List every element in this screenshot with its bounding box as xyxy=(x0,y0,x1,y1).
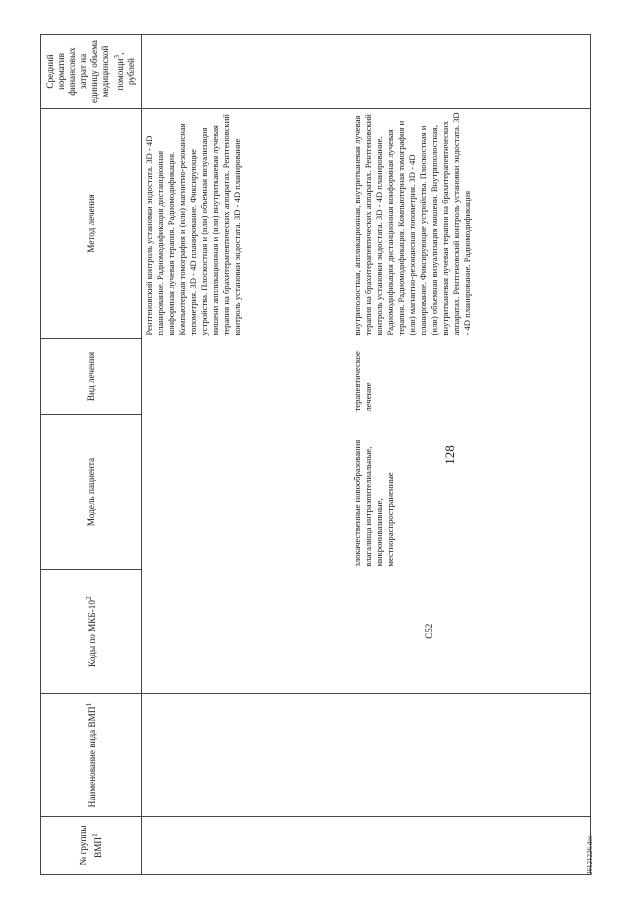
table-row xyxy=(142,35,351,875)
cell-vmp-name xyxy=(142,694,351,817)
header-treatment-type: Вид лечения xyxy=(41,339,142,415)
cell-patient-model: злокачественные новообразования влагалища интраэпителиальные, микроинвазивные, местнораспространенные xyxy=(350,415,591,570)
cell-treatment-type: терапевтическое лечение xyxy=(350,339,591,415)
cell-treatment-type xyxy=(142,339,351,415)
header-patient-model: Модель пациента xyxy=(41,415,142,570)
header-icd-codes: Коды по МКБ-$10^2$ xyxy=(41,570,142,694)
cell-cost-norm xyxy=(350,35,591,109)
rotated-sheet xyxy=(40,35,600,875)
table-row xyxy=(350,35,591,875)
cell-group-number xyxy=(350,817,591,875)
cell-treatment-method: внутриполостная, аппликационная, внутритканевая лучевая терапия на брахитерапевтических аппаратах. Рентгеновский контроль установки эндостата. 3D - 4D планирование. Радиомодификация дистанционная конформная лучевая терапия. Радиомодификация. Компьютерная томография и (или) магнитно-резонансная топометрия. 3D - 4D планирование. Фиксирующие устройства. Плоскостная и (или) объемная визуализация мишени. Внутриполостная, внутритканевая лучевая терапия на брахитерапевтических аппаратах. Рентгеновский контроль установки эндостата. 3D - 4D планирование. Радиомодификация xyxy=(350,109,591,339)
cell-group-number xyxy=(142,817,351,875)
table-header-row xyxy=(41,35,142,875)
icd-code: C52 xyxy=(424,623,434,639)
document-code: 26121226.doc xyxy=(586,835,594,875)
header-group-number: № группы ВМП$^1$ xyxy=(41,817,142,875)
cell-icd-codes xyxy=(142,570,351,694)
vmp-table xyxy=(40,34,591,875)
cell-icd-codes xyxy=(350,570,591,694)
cell-treatment-method: Рентгеновский контроль установки эндостата. 3D - 4D планирование. Радиомодификация дистанционная конформная лучевая терапия. Радиомодификация. Компьютерная томография и (или) магнитно-резонансная топометрия. 3D - 4D планирование. Фиксирующие устройства. Плоскостная и (или) объемная визуализация мишени аппликационная и (или) внутриткaневая лучевая терапия на брахитерапевтических аппаратах. Рентгеновский контроль установки эндостата. 3D - 4D планирование xyxy=(142,109,351,339)
cell-cost-norm xyxy=(142,35,351,109)
page-number: 128 xyxy=(442,445,457,465)
cell-vmp-name xyxy=(350,694,591,817)
header-cost-norm: Средний норматив финансовых затрат на единицу объема медицинской помощи$^3$, рублей xyxy=(41,35,142,109)
header-treatment-method: Метод лечения xyxy=(41,109,142,339)
header-vmp-name: Наименование вида ВМП$^1$ xyxy=(41,694,142,817)
cell-patient-model xyxy=(142,415,351,570)
